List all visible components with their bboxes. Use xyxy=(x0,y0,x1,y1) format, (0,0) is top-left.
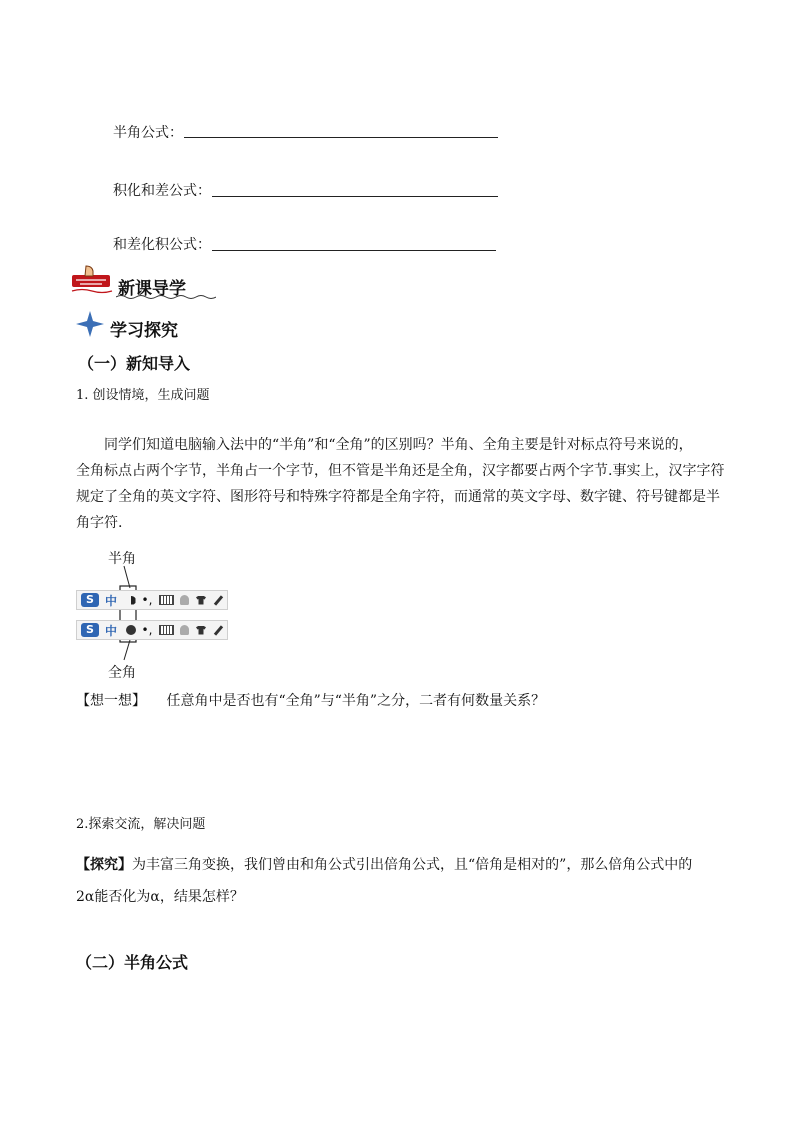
think-text: 任意角中是否也有“全角”与“半角”之分，二者有何数量关系？ xyxy=(166,693,546,709)
formula-label-sum-to-product: 和差化积公式： xyxy=(113,237,211,253)
subsection-half-angle: （二）半角公式 xyxy=(76,953,189,972)
new-lesson-banner xyxy=(70,264,220,298)
think-prompt xyxy=(76,690,545,710)
explore-line-1 xyxy=(76,852,736,878)
toolbar-full-width xyxy=(76,620,228,640)
wavy-underline xyxy=(116,294,216,300)
keyboard-icon xyxy=(157,621,175,639)
full-width-label: 全角 xyxy=(108,665,136,681)
sogou-logo-icon: S xyxy=(79,621,101,639)
formula-label-product-to-sum: 积化和差公式： xyxy=(113,183,211,199)
chinese-mode-label: 中 xyxy=(104,593,117,608)
intro-paragraph xyxy=(76,432,736,536)
sum-to-product-blank[interactable] xyxy=(212,250,496,251)
punctuation-label: •, xyxy=(141,593,153,607)
new-lesson-title: 新课导学 xyxy=(118,279,186,299)
skin-shirt-icon xyxy=(193,591,209,609)
explore-block xyxy=(76,852,736,910)
four-point-star-icon xyxy=(76,311,104,337)
paragraph-line: 全角标点占两个字节，半角占一个字节，但不管是半角还是全角，汉字都要占两个字节.事实上，汉字字符 xyxy=(76,463,725,479)
hand-pointer-icon xyxy=(70,264,116,294)
explore-tag: 【探究】 xyxy=(76,857,132,873)
toolbar-half-width xyxy=(76,590,228,610)
half-angle-blank[interactable] xyxy=(184,137,498,138)
wrench-icon xyxy=(210,591,226,609)
explore-line-2: 2α能否化为α，结果怎样？ xyxy=(76,889,244,905)
item-2-heading: 2.探索交流，解决问题 xyxy=(76,817,206,832)
skin-shirt-icon xyxy=(193,621,209,639)
half-width-label: 半角 xyxy=(108,551,136,567)
user-icon xyxy=(176,591,192,609)
input-method-figure xyxy=(74,548,234,680)
chinese-mode-label: 中 xyxy=(104,623,117,638)
keyboard-icon xyxy=(157,591,175,609)
item-1-heading: 1. 创设情境，生成问题 xyxy=(76,388,210,403)
wrench-icon xyxy=(210,621,226,639)
half-moon-icon xyxy=(123,591,139,609)
sogou-logo-icon: S xyxy=(79,591,101,609)
think-tag: 【想一想】 xyxy=(76,693,146,709)
paragraph-line: 规定了全角的英文字符、图形符号和特殊字符都是全角字符，而通常的英文字母、数字键、符号键都是半 xyxy=(76,489,720,505)
study-explore-title: 学习探究 xyxy=(110,321,178,341)
pointer-lines xyxy=(74,548,234,680)
formula-label-half-angle: 半角公式： xyxy=(113,125,183,141)
explore-text-1: 为丰富三角变换，我们曾由和角公式引出倍角公式，且“倍角是相对的”，那么倍角公式中的 xyxy=(132,857,693,873)
full-circle-icon xyxy=(123,621,139,639)
paragraph-line: 角字符. xyxy=(76,515,123,531)
subsection-new-knowledge: （一）新知导入 xyxy=(78,354,191,373)
paragraph-line: 同学们知道电脑输入法中的“半角”和“全角”的区别吗？半角、全角主要是针对标点符号来说的， xyxy=(104,437,693,453)
product-to-sum-blank[interactable] xyxy=(212,196,498,197)
punctuation-label: •, xyxy=(141,623,153,637)
user-icon xyxy=(176,621,192,639)
